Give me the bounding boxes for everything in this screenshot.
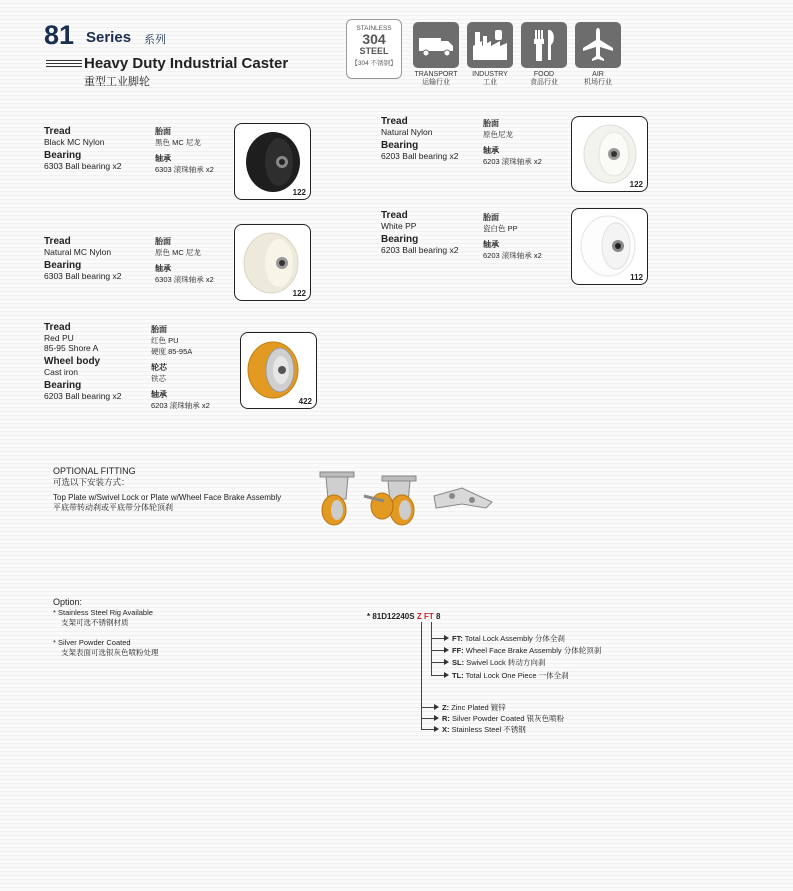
fork-knife-icon: [521, 22, 567, 68]
spec-cn-value: 原色尼龙: [483, 130, 513, 139]
spec-value: Cast iron: [44, 367, 79, 377]
spec-value: 6203 Ball bearing x2: [381, 245, 459, 255]
optional-fitting-desc: Top Plate w/Swivel Lock or Plate w/Wheel Face Brake Assembly: [53, 493, 282, 502]
wheel-spec-2-cn: [155, 236, 214, 285]
optional-fitting-desc-cn: 平底带转动刹或平底带分体轮顶刹: [53, 503, 173, 512]
title-rule: [46, 63, 82, 64]
option-en: Silver Powder Coated: [58, 638, 131, 647]
factory-icon: [467, 22, 513, 68]
wheel-photo-4: [571, 116, 648, 192]
spec-cn-label: 轴承: [155, 154, 171, 163]
spec-cn-value: 6203 滚珠轴承 x2: [151, 401, 210, 410]
spec-value: Red PU: [44, 333, 74, 343]
options-title: Option:: [53, 597, 83, 607]
spec-cn-label: 胎面: [483, 213, 499, 222]
arrow: [434, 704, 439, 710]
connector: [421, 729, 434, 730]
spec-label: Tread: [381, 116, 408, 127]
arrow: [444, 635, 449, 641]
spec-cn-label: 轴承: [155, 264, 171, 273]
industry-label-industry: INDUSTRY 工业: [472, 71, 508, 86]
wheel-code: 422: [298, 397, 312, 406]
badge-line1: STAINLESS: [356, 25, 392, 32]
wheel-photo-1: [234, 123, 311, 200]
spec-label: Bearing: [44, 150, 82, 161]
spec-label: Bearing: [44, 380, 82, 391]
model-code: [367, 612, 440, 621]
connector: [421, 718, 434, 719]
badge-line4: 【304 不锈钢】: [351, 60, 397, 67]
option-en: Stainless Steel Rig Available: [58, 608, 153, 617]
spec-label: Tread: [44, 126, 71, 137]
wheel-spec-5-cn: [483, 212, 542, 261]
spec-label: Tread: [44, 322, 71, 333]
page-subtitle: 重型工业脚轮: [84, 76, 150, 88]
option-item: * Silver Powder Coated: [53, 638, 131, 647]
spec-cn-value: 6203 滚珠轴承 x2: [483, 251, 542, 260]
spec-value: 6303 Ball bearing x2: [44, 161, 122, 171]
spec-cn-label: 轴承: [483, 240, 499, 249]
arrow: [444, 659, 449, 665]
wheel-spec-4-cn: [483, 118, 542, 167]
finish-option-r: R: Silver Powder Coated 银灰色喷粉: [442, 714, 565, 723]
series-number: 81: [44, 20, 75, 50]
spec-cn-value: 6303 滚珠轴承 x2: [155, 165, 214, 174]
wheel-code: 122: [292, 289, 306, 298]
title-rule: [46, 66, 82, 67]
spec-value: Natural MC Nylon: [44, 247, 112, 257]
spec-label: Bearing: [381, 234, 419, 245]
wheel-code: 122: [292, 188, 306, 197]
truck-icon: [413, 22, 459, 68]
arrow: [444, 672, 449, 678]
arrow: [444, 647, 449, 653]
badge-line3: STEEL: [359, 46, 389, 56]
spec-cn-label: 胎面: [155, 237, 171, 246]
wheel-spec-3: [44, 322, 122, 401]
stainless-steel-badge: [346, 19, 402, 79]
fitting-illustrations: [312, 466, 512, 528]
wheel-spec-3-cn: [151, 324, 210, 411]
wheel-photo-5: [571, 208, 648, 285]
spec-cn-value: 6303 滚珠轴承 x2: [155, 275, 214, 284]
wheel-photo-2: [234, 224, 311, 301]
page-title: Heavy Duty Industrial Caster: [84, 55, 289, 72]
spec-value: Natural Nylon: [381, 127, 433, 137]
spec-label: Wheel body: [44, 356, 101, 367]
optional-fitting-title: OPTIONAL FITTING: [53, 466, 136, 476]
connector: [431, 638, 444, 639]
optional-fitting: [53, 466, 281, 513]
series-cn: 系列: [144, 34, 166, 46]
wheel-spec-4: [381, 116, 459, 161]
options-section: [53, 597, 159, 658]
spec-value: 85-95 Shore A: [44, 343, 99, 353]
series-word: Series: [86, 29, 132, 46]
spec-cn-value: 6203 滚珠轴承 x2: [483, 157, 542, 166]
wheel-code: 112: [630, 273, 643, 282]
wheel-photo-3: [240, 332, 317, 409]
arrow: [434, 726, 439, 732]
wheel-spec-2: [44, 236, 122, 281]
spec-value: White PP: [381, 221, 417, 231]
spec-value: 6303 Ball bearing x2: [44, 271, 122, 281]
spec-cn-label: 胎面: [155, 127, 171, 136]
wheel-spec-1: [44, 126, 122, 171]
model-brake-code: FT: [423, 612, 434, 621]
arrow: [434, 715, 439, 721]
finish-option-z: Z: Zinc Plated 镀锌: [442, 703, 506, 712]
badge-line2: 304: [362, 31, 386, 47]
spec-label: Tread: [381, 210, 408, 221]
connector: [431, 650, 444, 651]
industry-label-air: AIR 机场行业: [584, 71, 612, 86]
connector: [421, 707, 434, 708]
spec-label: Tread: [44, 236, 71, 247]
model-prefix: * 81D12240S: [367, 612, 415, 621]
brake-connector: [431, 622, 432, 676]
finish-option-x: X: Stainless Steel 不锈钢: [442, 725, 526, 734]
airplane-icon: [575, 22, 621, 68]
spec-label: Bearing: [44, 260, 82, 271]
spec-cn-label: 轮芯: [151, 363, 167, 372]
brake-option-ff: FF: Wheel Face Brake Assembly 分体轮顶刹: [452, 646, 602, 655]
industry-label-transport: TRANSPORT 运输行业: [414, 71, 458, 86]
brake-option-sl: SL: Swivel Lock 转动方向刹: [452, 658, 546, 667]
model-finish-code: Z: [416, 612, 422, 621]
option-item: * Stainless Steel Rig Available: [53, 608, 153, 617]
connector: [431, 675, 444, 676]
spec-label: Bearing: [381, 140, 419, 151]
brake-option-ft: FT: Total Lock Assembly 分体全刹: [452, 634, 565, 643]
spec-cn-value: 红色 PU: [151, 336, 179, 345]
connector: [431, 662, 444, 663]
option-item-cn: 支架表面可选银灰色喷粉处理: [61, 648, 159, 657]
wheel-spec-5: [381, 210, 459, 255]
spec-cn-label: 胎面: [483, 119, 499, 128]
spec-cn-value: 瓷白色 PP: [483, 224, 518, 233]
model-suffix: 8: [435, 612, 441, 621]
wheel-code: 122: [629, 180, 643, 189]
spec-value: 6203 Ball bearing x2: [381, 151, 459, 161]
spec-cn-label: 轴承: [483, 146, 499, 155]
finish-connector: [421, 622, 422, 730]
spec-cn-label: 轴承: [151, 390, 167, 399]
spec-cn-value: 硬度 85-95A: [151, 347, 193, 356]
option-item-cn: 支架可选不锈钢材质: [61, 618, 129, 627]
spec-cn-value: 黑色 MC 尼龙: [155, 138, 201, 147]
spec-cn-value: 原色 MC 尼龙: [155, 248, 201, 257]
spec-cn-label: 胎面: [151, 325, 167, 334]
spec-value: 6203 Ball bearing x2: [44, 391, 122, 401]
industry-label-food: FOOD 食品行业: [530, 71, 558, 86]
optional-fitting-title-cn: 可选以下安装方式：: [53, 477, 130, 487]
brake-option-tl: TL: Total Lock One Piece 一体全刹: [452, 671, 569, 680]
spec-value: Black MC Nylon: [44, 137, 105, 147]
wheel-spec-1-cn: [155, 126, 214, 175]
spec-cn-value: 铁芯: [151, 374, 166, 383]
title-rule: [46, 60, 82, 61]
